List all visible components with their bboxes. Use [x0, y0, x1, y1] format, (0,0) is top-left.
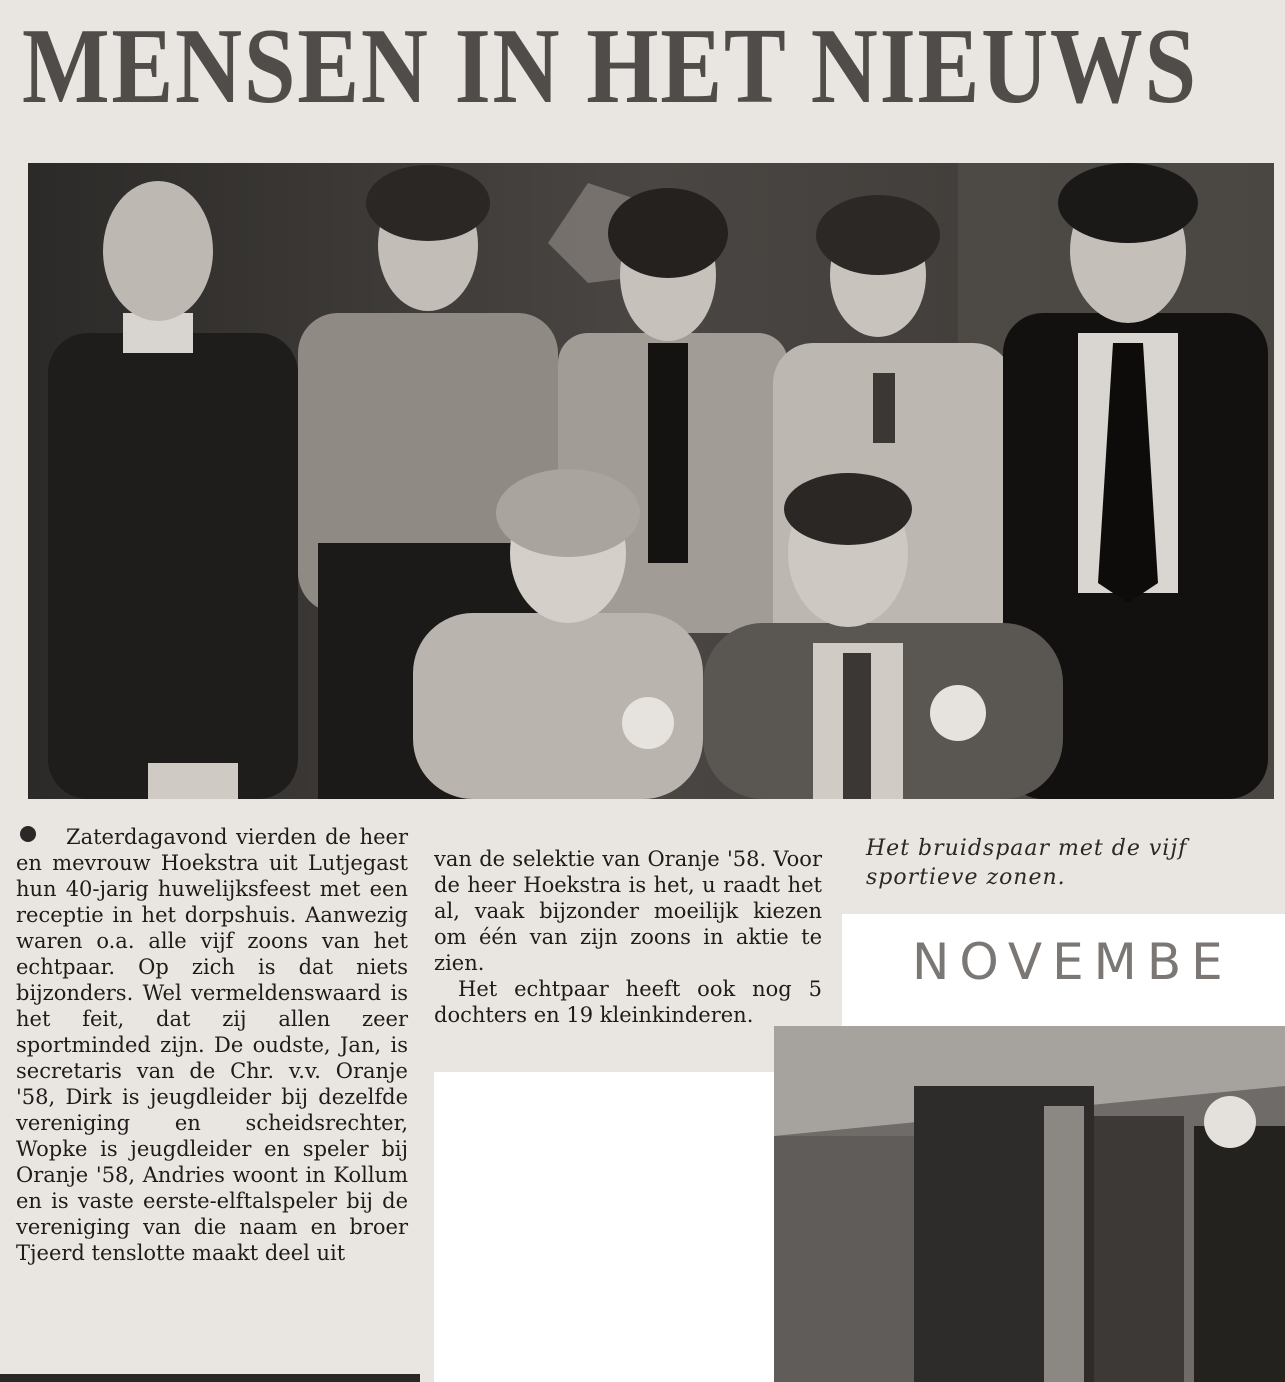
article-column-1	[16, 824, 408, 1266]
article-paragraph: Zaterdagavond vierden de heer en mevrouw Hoekstra uit Lutjegast hun 40-jarig huwelijksfeest met een receptie in het dorpshuis. Aanwezig waren o.a. alle vijf zoons van het echtpaar. Op zich is dat niets bijzonders. Wel vermeldenswaard is het feit, dat zij allen zeer sportminded zijn. De oudste, Jan, is secretaris van de Chr. v.v. Oranje '58, Dirk is jeugdleider bij dezelfde vereniging en scheidsrechter, Wopke is jeugdleider en speler bij Oranje '58, Andries woont in Kollum en is vaste eerste-elftalspeler bij de vereniging van die naam en broer Tjeerd tenslotte maakt deel uit	[16, 825, 408, 1265]
family-group-photo	[28, 163, 1274, 799]
article-column-2	[434, 846, 822, 1028]
photo-caption: Het bruidspaar met de vijf sportieve zonen.	[866, 836, 1188, 890]
page-title: MENSEN IN HET NIEUWS	[22, 8, 1198, 126]
column-rule	[0, 1374, 420, 1382]
blank-area	[434, 1072, 774, 1382]
interior-photo	[774, 1026, 1285, 1382]
masthead	[22, 8, 1285, 126]
interior-photo-drawing	[774, 1026, 1285, 1382]
handwritten-note: NOVEMBE	[912, 933, 1233, 991]
article-paragraph: van de selektie van Oranje '58. Voor de heer Hoekstra is het, u raadt het al, vaak bijzonder moeilijk kiezen om één van zijn zoons in aktie te zien.	[434, 847, 822, 975]
article-paragraph: Het echtpaar heeft ook nog 5 dochters en 19 kleinkinderen.	[434, 977, 822, 1027]
family-group-photo-drawing	[28, 163, 1274, 799]
